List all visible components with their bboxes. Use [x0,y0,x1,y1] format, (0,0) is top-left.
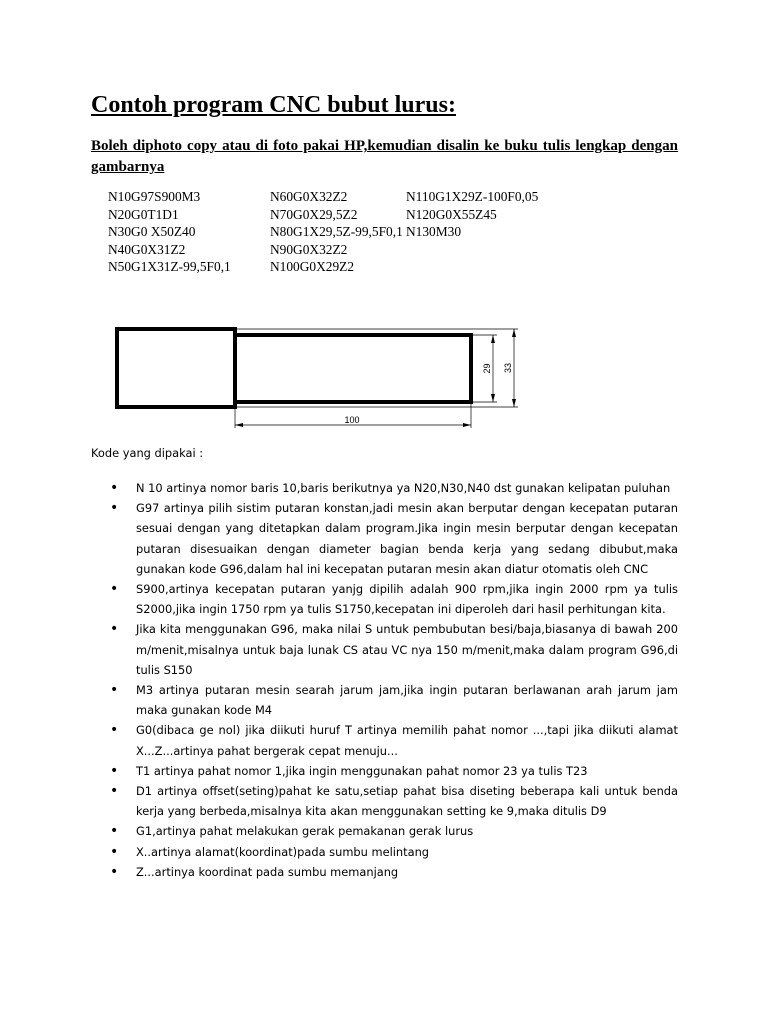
arrowhead [512,399,516,407]
arrowhead [235,423,243,427]
list-item: • G1,artinya pahat melakukan gerak pemakanan gerak lurus [108,821,678,841]
list-item: • G0(dibaca ge nol) jika diikuti huruf T artinya memilih pahat nomor ...,tapi jika diikuti alamat X...Z...artinya pahat bergerak cepat menuju... [108,720,678,760]
dimension-inner-label: 29 [482,363,492,374]
program-line: N80G1X29,5Z-99,5F0,1 [270,224,403,240]
workpiece-drawing [110,320,530,435]
program-line: N40G0X31Z2 [108,241,186,257]
list-item: • M3 artinya putaran mesin searah jarum jam,jika ingin putaran berlawanan arah jarum jam maka gunakan kode M4 [108,680,678,720]
arrowhead [463,423,471,427]
program-line: N100G0X29Z2 [270,259,355,275]
program-line: N90G0X32Z2 [270,241,348,257]
document-subtitle: Boleh diphoto copy atau di foto pakai HP,kemudian disalin ke buku tulis lengkap dengan gambarnya [91,138,678,175]
dimension-outer-label: 33 [503,362,513,374]
list-item: • G97 artinya pilih sistim putaran konstan,jadi mesin akan berputar dengan kecepatan putaran sesuai dengan yang ditetapkan dalam program.Jika ingin mesin berputar dengan kecepatan putaran disesuaikan dengan diameter bagian benda kerja yang sedang dibubut,maka gunakan kode G96,dalam hal ini kecepatan putaran mesin akan diatur otomatis oleh CNC [108,498,678,579]
program-column-1 [108,188,231,276]
code-explanation-list [108,478,678,882]
program-line: N20G0T1D1 [108,206,179,222]
chuck-section [117,329,235,407]
program-line: N120G0X55Z45 [406,206,497,222]
list-item: • S900,artinya kecepatan putaran yanjg dipilih adalah 900 rpm,jika ingin 2000 rpm ya tulis S2000,jika ingin 1750 rpm ya tulis S1750,kecepatan ini diperoleh dari hasil perhitungan kita. [108,579,678,619]
list-item: • Jika kita menggunakan G96, maka nilai S untuk pembubutan besi/baja,biasanya di bawah 200 m/menit,misalnya untuk baja lunak CS atau VC nya 150 m/menit,maka dalam program G96,di tulis S150 [108,619,678,680]
program-column-3 [406,188,538,241]
arrowhead [512,329,516,337]
notes-heading: Kode yang dipakai : [91,446,204,460]
list-item: • X..artinya alamat(koordinat)pada sumbu melintang [108,842,678,862]
program-line: N130M30 [406,224,462,240]
list-item: • T1 artinya pahat nomor 1,jika ingin menggunakan pahat nomor 23 ya tulis T23 [108,761,678,781]
program-line: N70G0X29,5Z2 [270,206,358,222]
list-item: • D1 artinya offset(seting)pahat ke satu,setiap pahat bisa diseting beberapa kali untuk benda kerja yang berbeda,misalnya kita akan menggunakan setting ke 9,maka ditulis D9 [108,781,678,821]
list-item: • Z...artinya koordinat pada sumbu memanjang [108,862,678,882]
document-title: Contoh program CNC bubut lurus: [91,92,456,118]
arrowhead [491,335,495,343]
program-line: N10G97S900M3 [108,189,201,204]
program-line: N110G1X29Z-100F0,05 [406,189,539,204]
program-column-2 [270,188,403,276]
list-item: • N 10 artinya nomor baris 10,baris berikutnya ya N20,N30,N40 dst gunakan kelipatan puluhan [108,478,678,498]
program-line: N50G1X31Z-99,5F0,1 [108,259,231,275]
program-line: N30G0 X50Z40 [108,224,196,240]
dimension-length-label: 100 [344,415,360,425]
arrowhead [491,394,495,402]
program-line: N60G0X32Z2 [270,189,348,204]
turned-section [235,335,471,402]
